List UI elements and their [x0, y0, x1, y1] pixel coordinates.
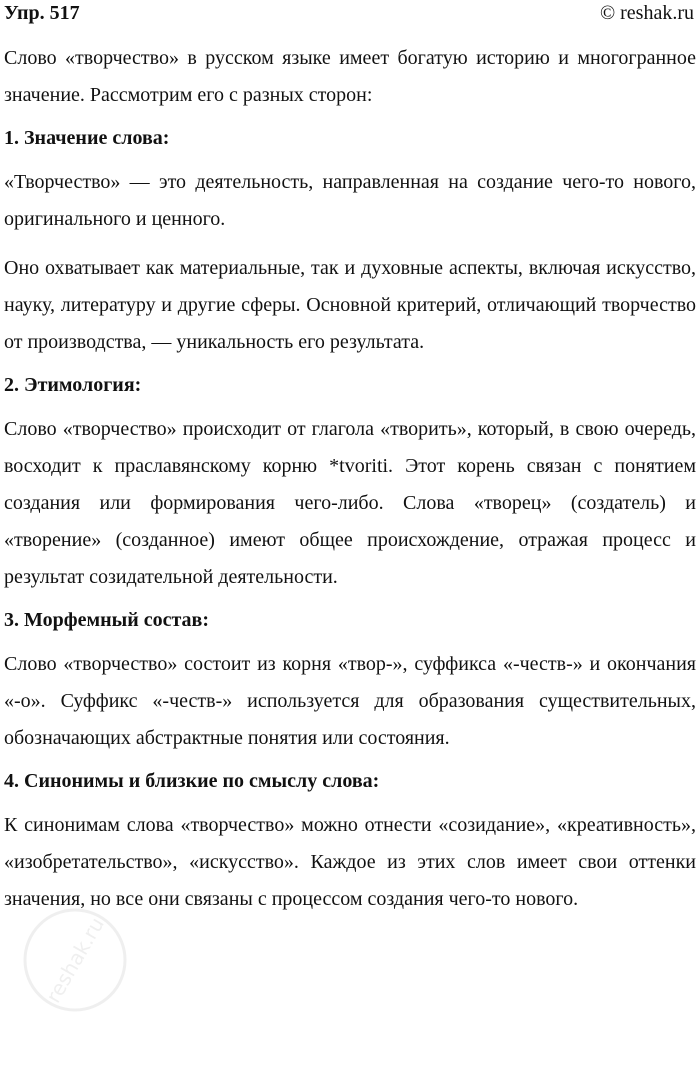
intro-paragraph: Слово «творчество» в русском языке имеет богатую историю и многогранное значение. Рассмотрим его с разных сторон:	[4, 47, 696, 106]
copyright-label: © reshak.ru	[599, 2, 694, 24]
section-heading-meaning: 1. Значение слова:	[4, 127, 170, 149]
meaning-paragraph-2: Оно охватывает как материальные, так и духовные аспекты, включая искусство, науку, литературу и другие сферы. Основной критерий, отличающий творчество от производства, — уникальность его результата.	[4, 257, 696, 353]
section-heading-morphemes: 3. Морфемный состав:	[4, 609, 210, 631]
meaning-paragraph-1: «Творчество» — это деятельность, направленная на создание чего-то нового, оригинального и ценного.	[4, 171, 696, 230]
page-header	[4, 2, 694, 26]
exercise-title: Упр. 517	[4, 2, 80, 24]
section-heading-synonyms: 4. Синонимы и близкие по смыслу слова:	[4, 770, 380, 792]
section-heading-etymology: 2. Этимология:	[4, 374, 142, 396]
synonyms-paragraph: К синонимам слова «творчество» можно отнести «созидание», «креативность», «изобретательство», «искусство». Каждое из этих слов имеет свои оттенки значения, но все они связаны с процессом создания чего-то нового.	[4, 814, 696, 910]
watermark-logo	[20, 905, 130, 1015]
document-body	[4, 40, 696, 918]
morphemes-paragraph: Слово «творчество» состоит из корня «твор-», суффикса «-честв-» и окончания «-о». Суффикс «-честв-» используется для образования существительных, обозначающих абстрактные понятия или состояния.	[4, 653, 696, 749]
etymology-paragraph: Слово «творчество» происходит от глагола «творить», который, в свою очередь, восходит к праславянскому корню *tvoriti. Этот корень связан с понятием создания или формирования чего-либо. Слова «творец» (создатель) и «творение» (созданное) имеют общее происхождение, отражая процесс и результат созидательной деятельности.	[4, 418, 696, 588]
watermark-text: reshak.ru	[41, 913, 109, 1007]
